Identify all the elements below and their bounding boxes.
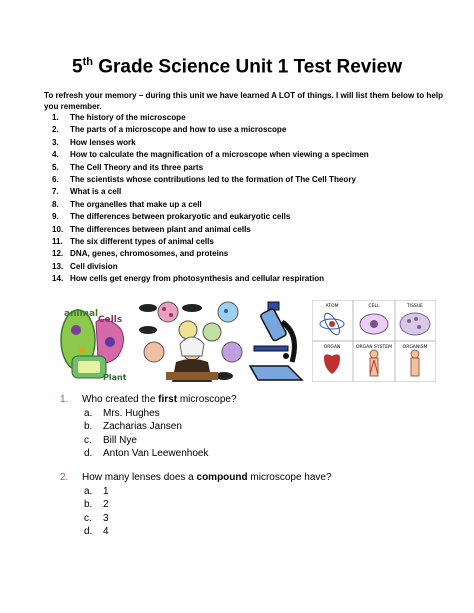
list-item: 3. How lenses work [52,137,136,147]
svg-text:ATOM: ATOM [325,304,339,309]
page-title: 5th Grade Science Unit 1 Test Review [71,56,402,78]
list-item: 1. The history of the microscope [52,113,186,122]
leeuwenhoek-illustration [136,300,244,382]
svg-text:TISSUE: TISSUE [407,304,423,309]
list-item: 6. The scientists whose contributions led to the formation of The Cell Theory [52,175,357,185]
list-item: 9. The differences between prokaryotic and eukaryotic cells [52,212,291,222]
answer-option: d. 4 [84,526,109,537]
svg-text:ORGAN SYSTEM: ORGAN SYSTEM [356,345,392,350]
list-item: 13. Cell division [52,261,118,271]
question-1: 1. Who created the first microscope? a. Mrs. Hughes b. Zacharias Jansen c. Bill Nye d. Anton Van Leewenhoek [60,394,237,459]
question-2: 2. How many lenses does a compound microscope have? a. 1 b. 2 c. 3 d. 4 [60,472,332,537]
answer-option: b. 2 [84,499,109,510]
microscope-illustration [248,300,308,382]
list-item: 5. The Cell Theory and its three parts [52,162,204,172]
animal-plant-cells-illustration [58,300,132,382]
intro-text: To refresh your memory – during this unit we have learned A LOT of things. I will list them below to help you remember. [44,91,444,111]
list-item: 10. The differences between plant and animal cells [52,224,251,234]
svg-text:ORGAN: ORGAN [323,345,341,350]
list-item: 8. The organelles that make up a cell [52,199,202,209]
list-item: 14. How cells get energy from photosynthesis and cellular respiration [52,274,325,284]
list-item: 11. The six different types of animal cells [52,237,214,247]
list-item: 7. What is a cell [52,187,122,197]
svg-text:CELL: CELL [368,304,380,309]
svg-text:Cells: Cells [98,315,123,325]
answer-option: d. Anton Van Leewenhoek [84,448,209,459]
list-item: 12. DNA, genes, chromosomes, and proteins [52,249,229,259]
list-item: 4. How to calculate the magnification of a microscope when viewing a specimen [52,150,369,160]
answer-option: a. 1 [84,485,109,497]
answer-option: c. Bill Nye [84,434,137,446]
svg-text:animal: animal [64,309,99,319]
answer-option: c. 3 [84,512,109,524]
illustration-strip [58,300,436,382]
levels-of-organization-chart [312,300,436,382]
svg-text:ORGANISM: ORGANISM [402,345,428,350]
svg-text:Plant: Plant [103,373,127,382]
answer-option: a. Mrs. Hughes [84,407,160,419]
topic-list [52,112,452,286]
answer-option: b. Zacharias Jansen [84,421,182,432]
list-item: 2. The parts of a microscope and how to use a microscope [52,125,287,135]
